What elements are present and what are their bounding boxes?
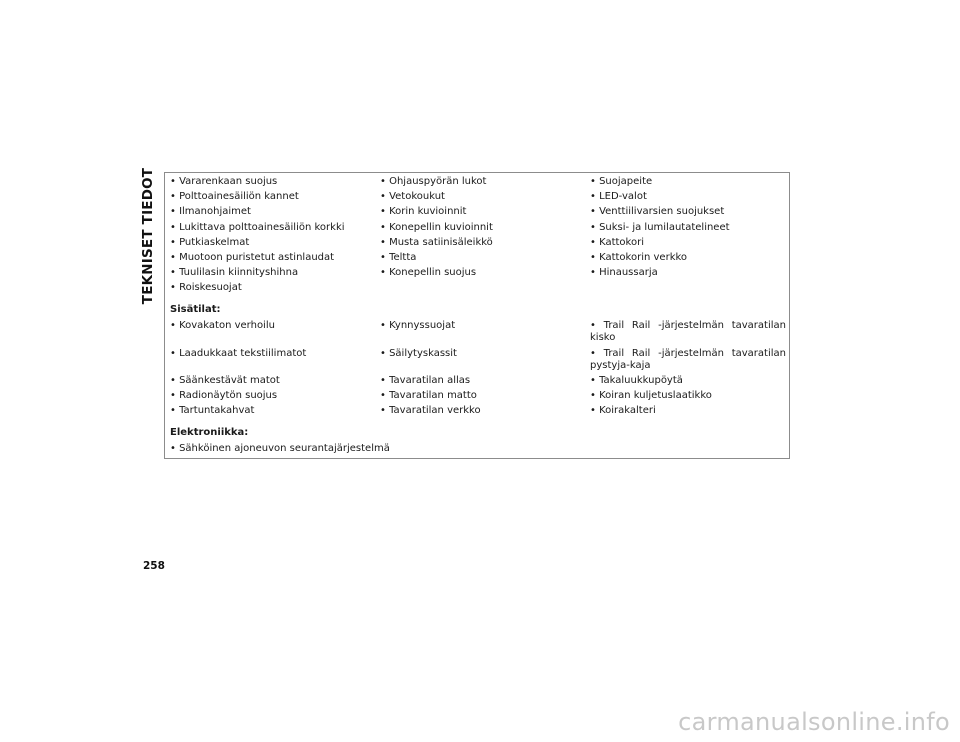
list-item: • Tavaratilan verkko <box>380 405 481 417</box>
list-item: • Ohjauspyörän lukot <box>380 176 487 187</box>
list-item: • Polttoainesäiliön kannet <box>170 191 299 203</box>
exterior-list <box>170 176 786 294</box>
list-item: • Muotoon puristetut astinlaudat <box>170 251 335 263</box>
electronics-heading: Elektroniikka: <box>170 427 249 439</box>
list-item: • Suksi- ja lumilautatelineet <box>590 221 730 233</box>
list-item: • Vetokoukut <box>380 191 445 203</box>
list-item: • Tavaratilan matto <box>380 389 477 401</box>
table-row <box>170 252 786 264</box>
list-item: • Sähköinen ajoneuvon seurantajärjestelmä <box>170 443 390 455</box>
table-row <box>170 176 786 188</box>
list-item: • Suojapeite <box>590 176 653 187</box>
interior-list <box>170 320 786 417</box>
list-item: • Tavaratilan allas <box>380 374 471 386</box>
table-row <box>170 191 786 203</box>
list-item: • Lukittava polttoainesäiliön korkki <box>170 221 345 233</box>
table-row <box>170 348 786 372</box>
list-item: • Koirakalteri <box>590 405 656 417</box>
list-item: • Trail Rail -järjestelmän tavaratilan kisko <box>590 320 786 344</box>
list-item: • Koiran kuljetuslaatikko <box>590 389 712 401</box>
table-row <box>170 267 786 279</box>
watermark: carmanualsonline.info <box>678 708 950 736</box>
list-item: • Hinaussarja <box>590 267 658 279</box>
table-row <box>170 206 786 218</box>
list-item: • Musta satiinisäleikkö <box>380 236 493 248</box>
list-item: • Konepellin suojus <box>380 267 477 279</box>
list-item: • Konepellin kuvioinnit <box>380 221 493 233</box>
list-item: • Radionäytön suojus <box>170 389 278 401</box>
page-number: 258 <box>143 560 165 572</box>
accessories-table <box>164 172 790 459</box>
table-row <box>170 282 786 294</box>
table-row <box>170 405 786 417</box>
list-item: • Putkiaskelmat <box>170 236 250 248</box>
list-item: • Kattokorin verkko <box>590 251 688 263</box>
side-section-title-text: TEKNISET TIEDOT <box>140 167 157 305</box>
list-item: • Kattokori <box>590 236 644 248</box>
list-item: • Roiskesuojat <box>170 282 242 294</box>
list-item: • Takaluukkupöytä <box>590 374 683 386</box>
list-item: • Venttiilivarsien suojukset <box>590 206 725 218</box>
list-item: • LED-valot <box>590 191 647 203</box>
table-row <box>170 390 786 402</box>
list-item: • Korin kuvioinnit <box>380 206 467 218</box>
list-item: • Kynnyssuojat <box>380 320 456 332</box>
table-row <box>170 375 786 387</box>
list-item: • Vararenkaan suojus <box>170 176 278 187</box>
interior-heading: Sisätilat: <box>170 304 221 316</box>
accessories-content <box>170 176 786 455</box>
list-item: • Säilytyskassit <box>380 347 457 359</box>
list-item: • Kovakaton verhoilu <box>170 320 275 332</box>
side-section-title <box>138 167 158 305</box>
table-row <box>170 222 786 234</box>
list-item: • Trail Rail -järjestelmän tavaratilan pystyja-kaja <box>590 347 786 371</box>
list-item: • Tuulilasin kiinnityshihna <box>170 267 299 279</box>
list-item: • Säänkestävät matot <box>170 374 280 386</box>
list-item: • Tartuntakahvat <box>170 405 255 417</box>
table-row <box>170 320 786 344</box>
list-item: • Teltta <box>380 251 417 263</box>
list-item: • Ilmanohjaimet <box>170 206 251 218</box>
list-item: • Laadukkaat tekstiilimatot <box>170 347 307 359</box>
table-row <box>170 237 786 249</box>
